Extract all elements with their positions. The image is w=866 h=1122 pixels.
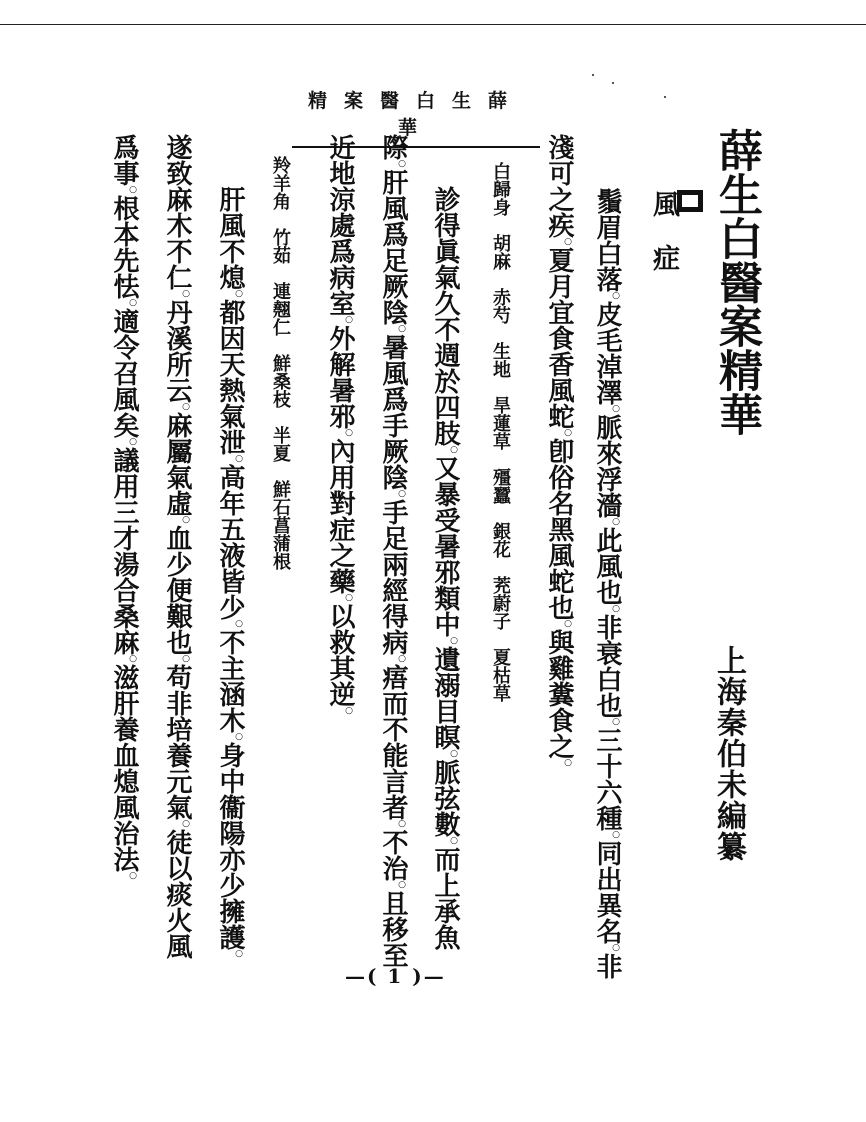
case2-line-3: 近地涼處爲病室○外解暑邪○內用對症之藥○以救其逆○ bbox=[325, 134, 355, 716]
section-heading-text: 風 症 bbox=[648, 190, 679, 271]
punctuation-mark: ○ bbox=[612, 943, 620, 953]
page-number: —( 1 )— bbox=[345, 964, 446, 988]
punctuation-mark: ○ bbox=[345, 593, 353, 603]
punctuation-mark: ○ bbox=[450, 749, 458, 759]
case2-line-2: 際○肝風爲足厥陰○暑風爲手厥陰○手足兩經得病○痦而不能言者○不治○且移至 bbox=[378, 134, 408, 968]
case1-prescription: 白歸身 胡麻 赤芍 生地 旱蓮草 殭蠶 銀花 茺蔚子 夏枯草 bbox=[490, 162, 511, 702]
punctuation-mark: ○ bbox=[612, 404, 620, 414]
punctuation-mark: ○ bbox=[129, 654, 137, 664]
case3-line-2: 遂致麻木不仁○丹溪所云○麻屬氣虛○血少便艱也○苟非培養元氣○徒以痰火風 bbox=[162, 134, 192, 959]
punctuation-mark: ○ bbox=[345, 706, 353, 716]
punctuation-mark: ○ bbox=[235, 289, 243, 299]
case3-line-1: 肝風不熄○都因天熱氣泄○高年五液皆少○不主涵木○身中衞陽亦少擁護○ bbox=[215, 186, 245, 959]
punctuation-mark: ○ bbox=[398, 159, 406, 169]
punctuation-mark: ○ bbox=[612, 517, 620, 527]
punctuation-mark: ○ bbox=[564, 237, 572, 247]
punctuation-mark: ○ bbox=[398, 324, 406, 334]
case2-prescription: 羚羊角 竹茹 連翹仁 鮮桑枝 半夏 鮮石菖蒲根 bbox=[270, 156, 291, 570]
punctuation-mark: ○ bbox=[612, 830, 620, 840]
top-rule bbox=[0, 24, 866, 25]
punctuation-mark: ○ bbox=[450, 636, 458, 646]
punctuation-mark: ○ bbox=[398, 880, 406, 890]
punctuation-mark: ○ bbox=[450, 836, 458, 846]
punctuation-mark: ○ bbox=[564, 428, 572, 438]
author-line: 上海秦伯未編纂 bbox=[711, 645, 746, 862]
punctuation-mark: ○ bbox=[564, 619, 572, 629]
punctuation-mark: ○ bbox=[129, 185, 137, 195]
section-heading bbox=[650, 190, 703, 271]
case1-line-2: 淺可之疾○夏月宜食香風蛇○卽俗名黑風蛇也○與雞糞食之○ bbox=[544, 134, 574, 768]
punctuation-mark: ○ bbox=[345, 428, 353, 438]
punctuation-mark: ○ bbox=[450, 445, 458, 455]
case2-line-1: 診得眞氣久不週於四肢○又暴受暑邪類中○遺溺目瞑○脈弦數○而上承魚 bbox=[430, 186, 460, 950]
punctuation-mark: ○ bbox=[612, 717, 620, 727]
scan-speck bbox=[592, 74, 594, 76]
punctuation-mark: ○ bbox=[129, 871, 137, 881]
punctuation-mark: ○ bbox=[182, 819, 190, 829]
punctuation-mark: ○ bbox=[182, 402, 190, 412]
punctuation-mark: ○ bbox=[398, 489, 406, 499]
punctuation-mark: ○ bbox=[182, 654, 190, 664]
section-box-icon bbox=[677, 190, 703, 212]
punctuation-mark: ○ bbox=[129, 298, 137, 308]
scan-speck bbox=[612, 82, 614, 84]
punctuation-mark: ○ bbox=[398, 819, 406, 829]
scan-speck bbox=[664, 96, 666, 98]
running-head: 薛生白醫案精華 bbox=[292, 86, 540, 148]
case1-line-1: 鬚眉白落○皮毛淖澤○脈來浮濇○此風也○非衰白也○三十六種○同出異名○非 bbox=[592, 188, 622, 979]
punctuation-mark: ○ bbox=[564, 758, 572, 768]
punctuation-mark: ○ bbox=[235, 619, 243, 629]
punctuation-mark: ○ bbox=[345, 315, 353, 325]
punctuation-mark: ○ bbox=[612, 604, 620, 614]
punctuation-mark: ○ bbox=[182, 515, 190, 525]
case3-line-3: 爲事○根本先怯○適令召風矣○議用三才湯合桑麻○滋肝養血熄風治法○ bbox=[109, 134, 139, 881]
book-title: 薛生白醫案精華 bbox=[711, 128, 762, 436]
punctuation-mark: ○ bbox=[235, 949, 243, 959]
punctuation-mark: ○ bbox=[612, 291, 620, 301]
punctuation-mark: ○ bbox=[398, 654, 406, 664]
punctuation-mark: ○ bbox=[182, 289, 190, 299]
punctuation-mark: ○ bbox=[235, 454, 243, 464]
punctuation-mark: ○ bbox=[129, 437, 137, 447]
punctuation-mark: ○ bbox=[235, 732, 243, 742]
